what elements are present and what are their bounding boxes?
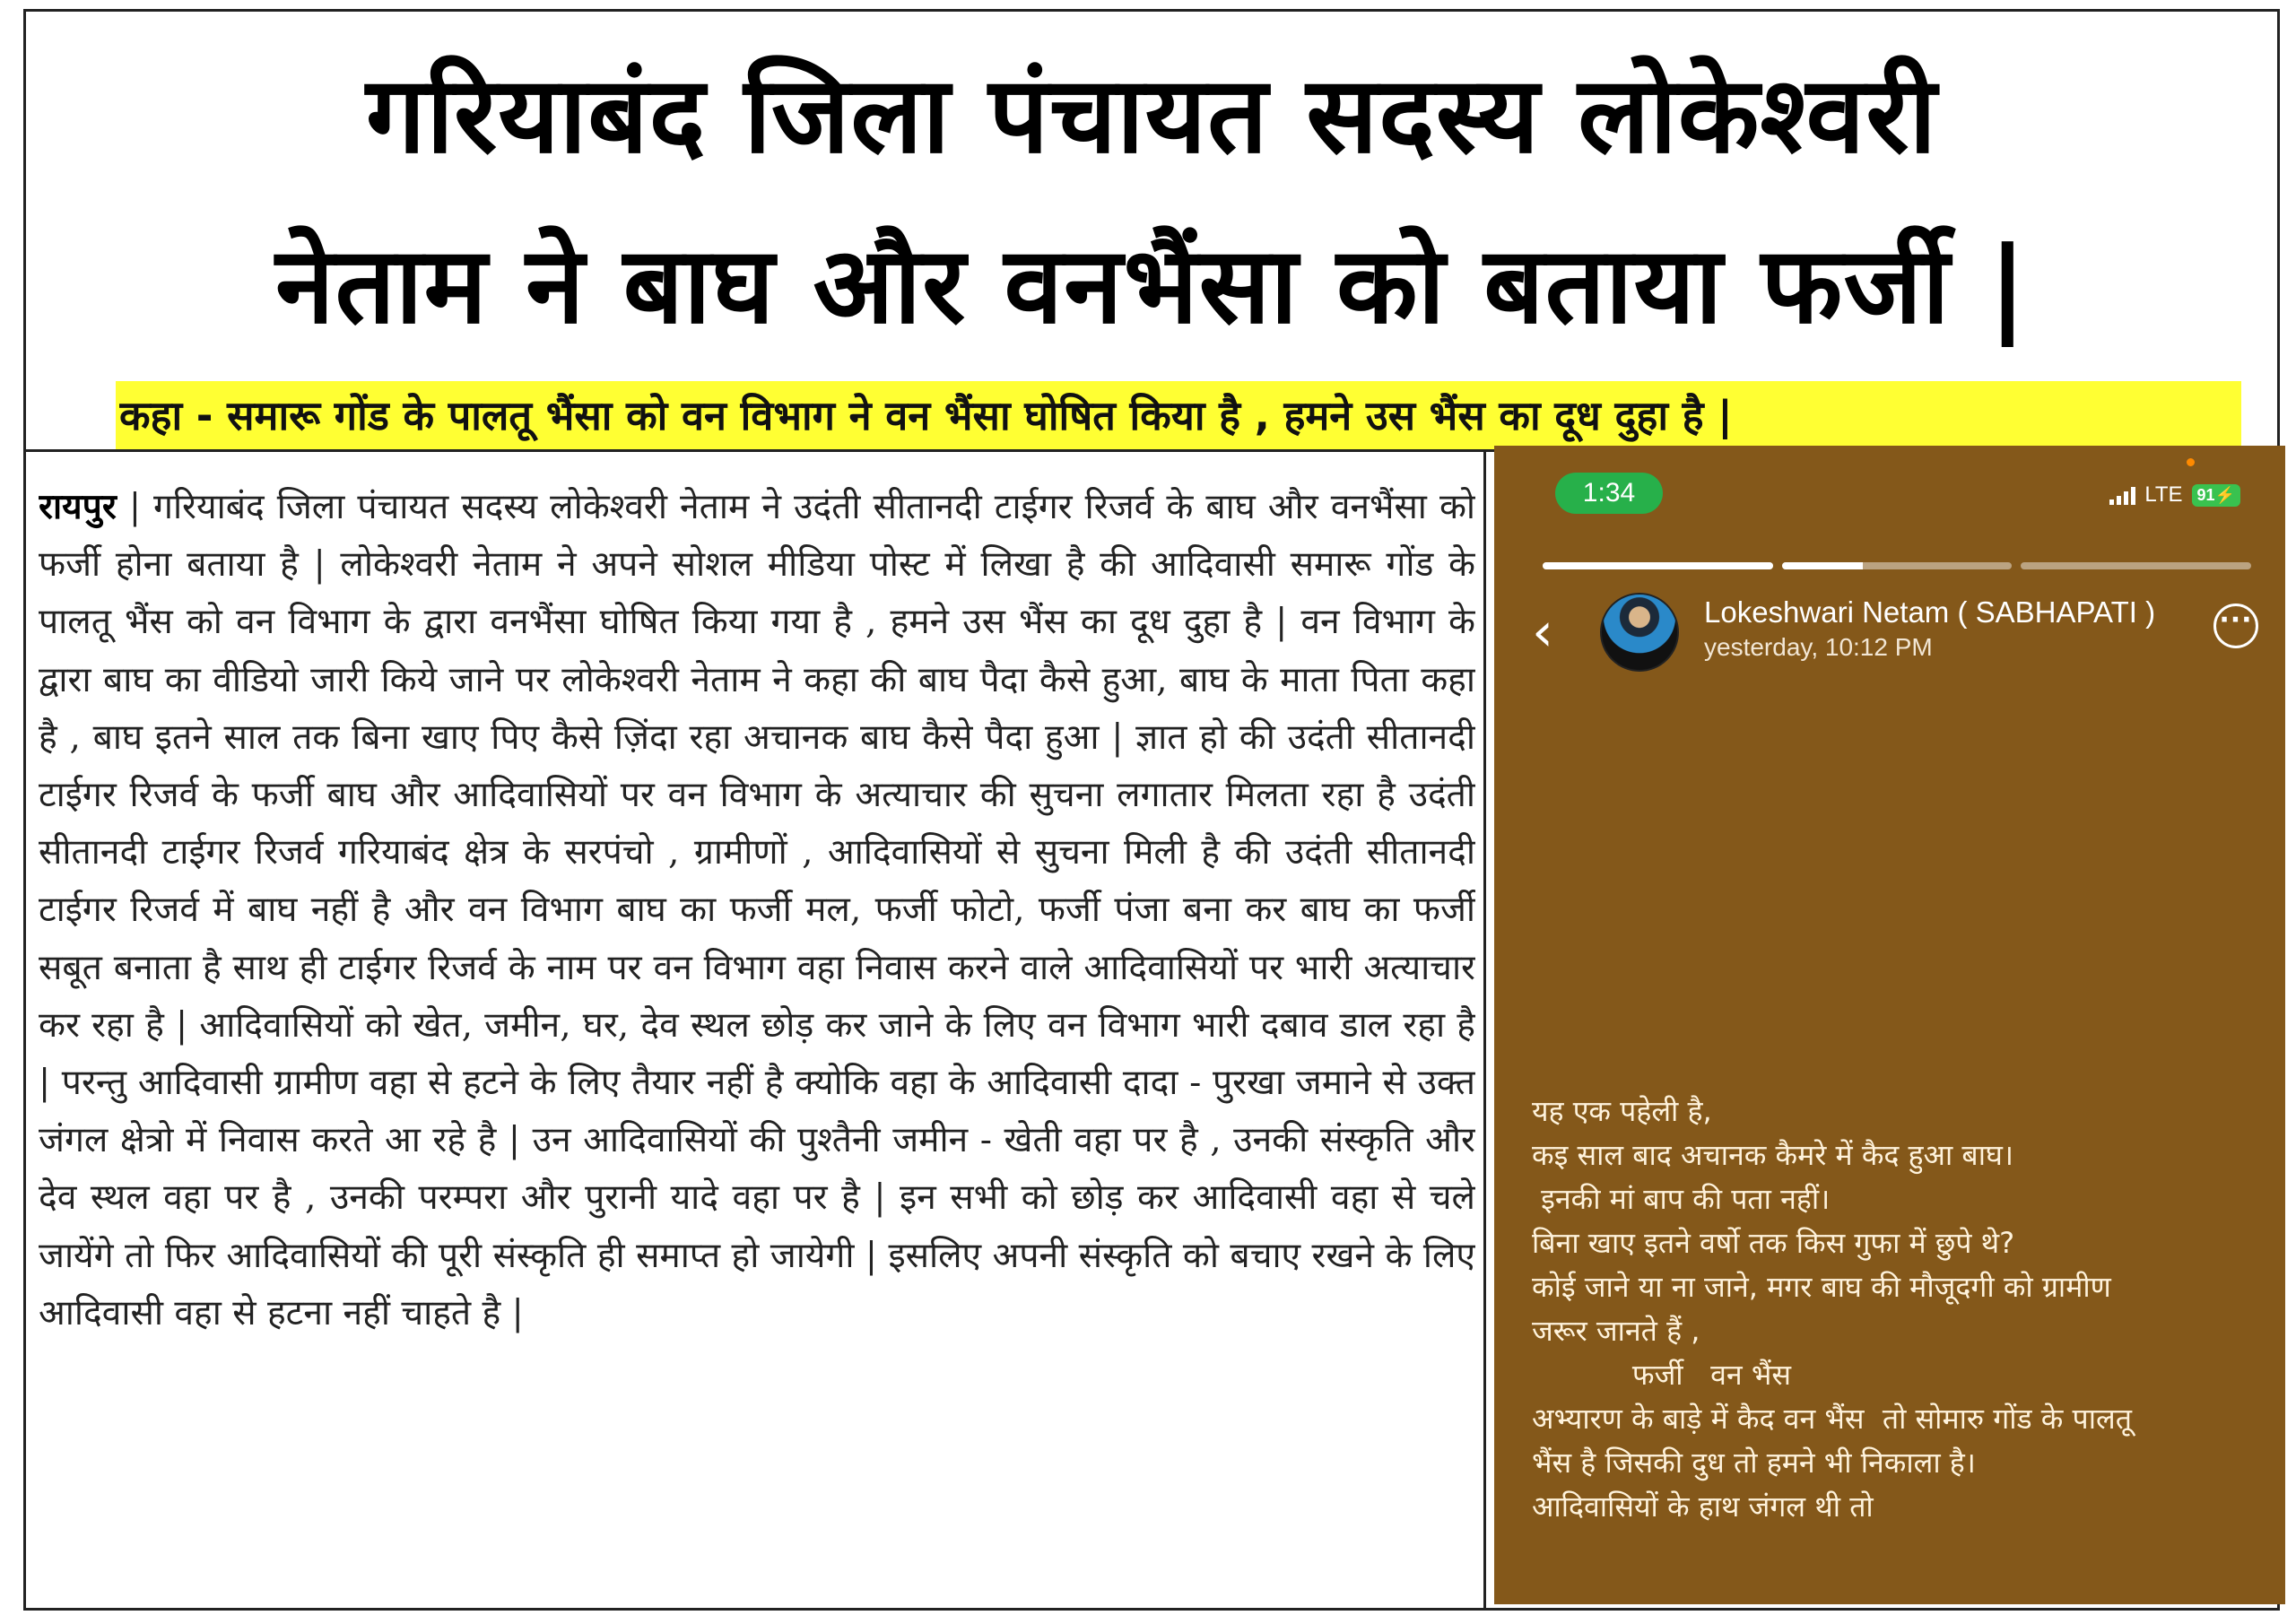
story-progress-segment (1782, 562, 2013, 569)
more-options-icon[interactable]: ··· (2213, 604, 2258, 648)
network-type: LTE (2144, 482, 2183, 507)
article-body (39, 478, 1475, 1590)
battery-icon: 91⚡ (2192, 484, 2240, 507)
status-time: 1:34 (1555, 473, 1663, 514)
avatar[interactable] (1600, 593, 1679, 672)
headline-line-2: नेताम ने बाघ और वनभैंसा को बताया फर्जी | (275, 223, 2028, 347)
status-indicators (2109, 482, 2240, 508)
newspaper-page (23, 9, 2280, 1611)
headline-line-1: गरियाबंद जिला पंचायत सदस्य लोकेश्वरी (365, 53, 1938, 177)
subheadline: कहा - समारू गोंड के पालतू भैंसा को वन विभाग ने वन भैंसा घोषित किया है , हमने उस भैंस का दूध दुहा है | (119, 392, 1733, 439)
profile-name[interactable]: Lokeshwari Netam ( SABHAPATI ) (1704, 595, 2156, 629)
battery-level: 91 (2196, 485, 2215, 504)
post-timestamp: yesterday, 10:12 PM (1704, 633, 1933, 661)
article-place: रायपुर (39, 486, 117, 527)
chevron-left-icon[interactable]: ‹ (1532, 601, 1553, 664)
article-text: | गरियाबंद जिला पंचायत सदस्य लोकेश्वरी नेताम ने उदंती सीतानदी टाईगर रिजर्व के बाघ और वनभैंसा को फर्जी होना बताया है | लोकेश्वरी नेताम ने अपने सोशल मीडिया पोस्ट में लिखा है की आदिवासी समारू गोंड के पालतू भैंस को वन विभाग के द्वारा वनभैंसा घोषित किया गया है , हमने उस भैंस का दूध दुहा है | वन विभाग के द्वारा बाघ का वीडियो जारी किये जाने पर लोकेश्वरी नेताम ने कहा की बाघ पैदा कैसे हुआ, बाघ के माता पिता कहा है , बाघ इतने साल तक बिना खाए पिए कैसे ज़िंदा रहा अचानक बाघ कैसे पैदा हुआ | ज्ञात हो की उदंती सीतानदी टाईगर रिजर्व के फर्जी बाघ और आदिवासियों पर वन विभाग के अत्याचार की सुचना लगातार मिलता रहा है उदंती सीतानदी टाईगर रिजर्व गरियाबंद क्षेत्र के सरपंचो , ग्रामीणों , आदिवासियों से सुचना मिली है की उदंती सीतानदी टाईगर रिजर्व में बाघ नहीं है और वन विभाग बाघ का फर्जी मल, फर्जी फोटो, फर्जी पंजा बना कर बाघ का फर्जी सबूत बनाता है साथ ही टाईगर रिजर्व के नाम पर वन विभाग वहा निवास करने वाले आदिवासियों पर भारी अत्याचार कर रहा है | आदिवासियों को खेत, जमीन, घर, देव स्थल छोड़ कर जाने के लिए वन विभाग भारी दबाव डाल रहा है | परन्तु आदिवासी ग्रामीण वहा से हटने के लिए तैयार नहीं है क्योकि वहा के आदिवासी दादा - पुरखा जमाने से उक्त जंगल क्षेत्रो में निवास करते आ रहे है | उन आदिवासियों की पुश्तैनी जमीन - खेती वहा पर है , उनकी संस्कृति और देव स्थल वहा पर है , उनकी परम्परा और पुरानी यादे वहा पर है | इन सभी को छोड़ कर आदिवासी वहा से चले जायेंगे तो फिर आदिवासियों की पूरी संस्कृति ही समाप्त हो जायेगी | इसलिए अपनी संस्कृति को बचाए रखने के लिए आदिवासी वहा से हटना नहीं चाहते है | (39, 487, 1475, 1333)
phone-screenshot (1494, 446, 2285, 1604)
signal-icon (2109, 485, 2135, 505)
story-progress (1543, 562, 2251, 569)
column-divider (1483, 449, 1486, 1611)
story-progress-segment (1543, 562, 1773, 569)
privacy-indicator-dot (2187, 458, 2195, 466)
story-progress-segment (2021, 562, 2251, 569)
story-text: यह एक पहेली है, कइ साल बाद अचानक कैमरे में कैद हुआ बाघ। इनकी मां बाप की पता नहीं। बिना खाए इतने वर्षो तक किस गुफा में छुपे थे? कोई जाने या ना जाने, मगर बाघ की मौजूदगी को ग्रामीण जरूर जानते हैं , फर्जी वन भैंस अभ्यारण के बाड़े में कैद वन भैंस तो सोमारु गोंड के पालतू भैंस है जिसकी दुध तो हमने भी निकाला है। आदिवासियों के हाथ जंगल थी तो (1532, 1094, 2132, 1524)
headline (26, 30, 2277, 370)
